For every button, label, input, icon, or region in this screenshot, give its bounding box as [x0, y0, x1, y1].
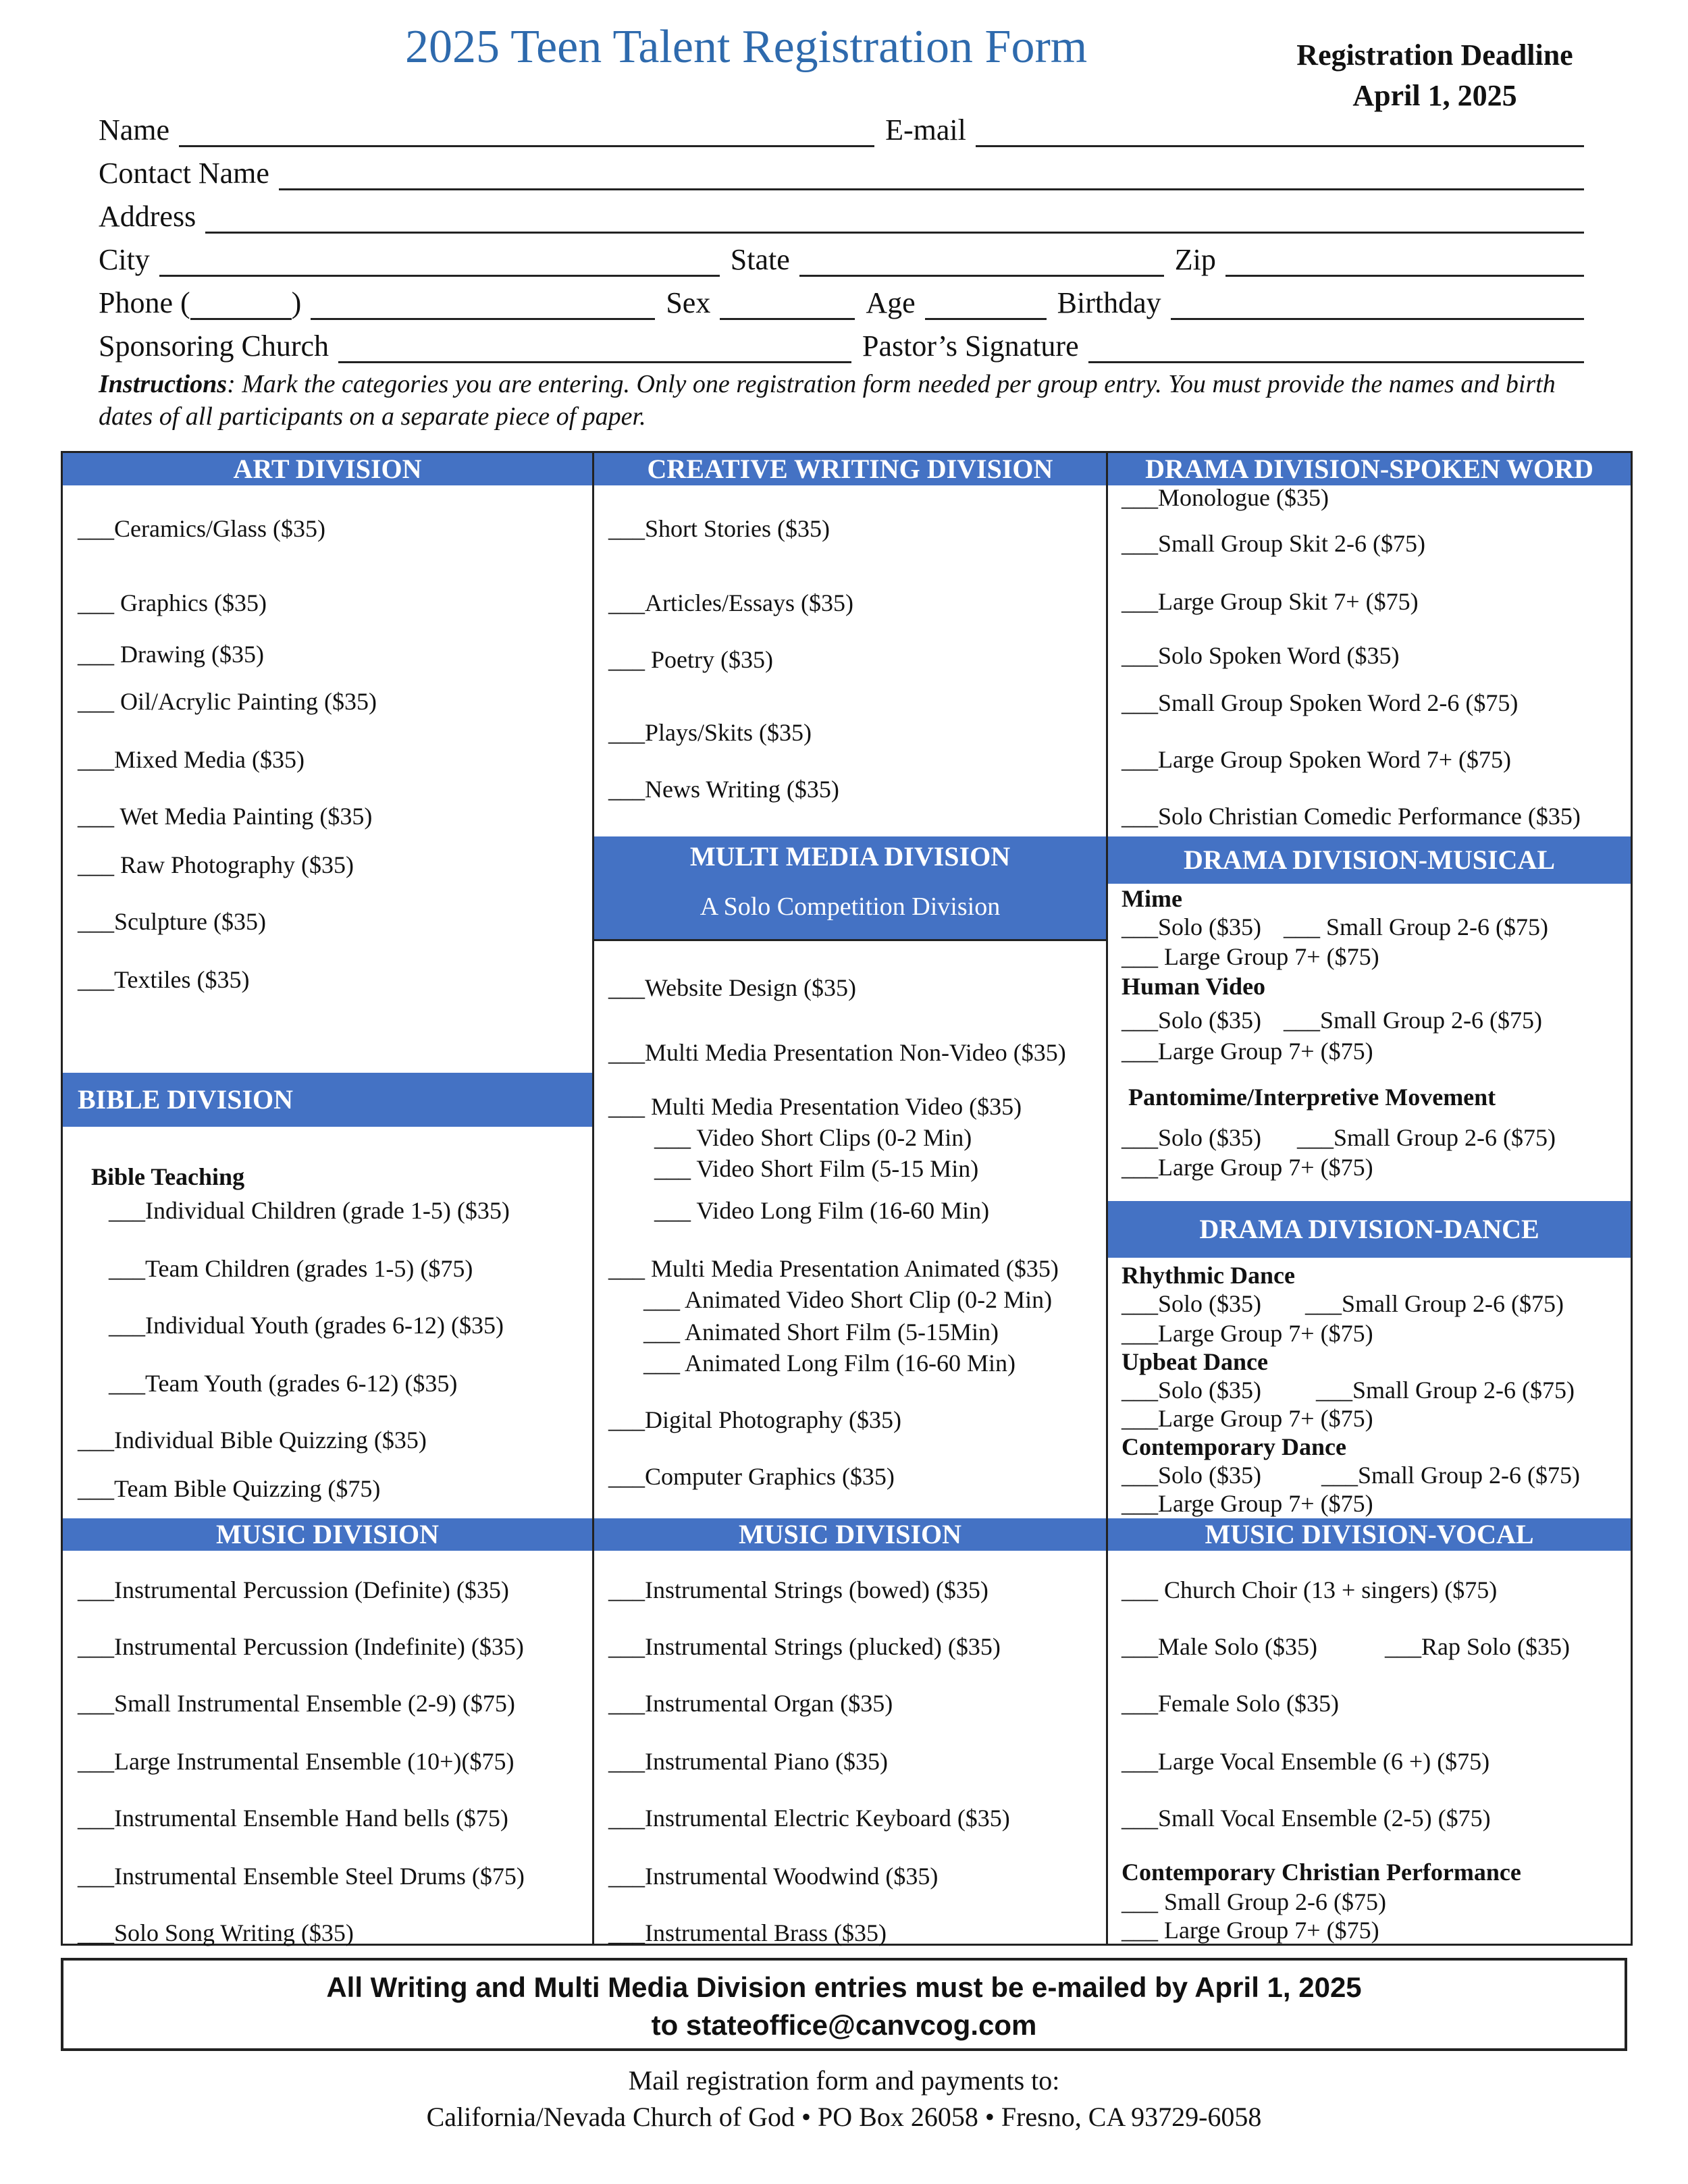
address-label: Address — [99, 200, 196, 233]
name-label: Name — [99, 113, 170, 147]
music-item[interactable]: ___Instrumental Ensemble Hand bells ($75) — [78, 1805, 508, 1832]
pantomime-solo[interactable]: ___Solo ($35) — [1122, 1124, 1261, 1151]
upbeat-large-group[interactable]: ___Large Group 7+ ($75) — [1122, 1405, 1373, 1432]
rhythmic-solo[interactable]: ___Solo ($35) — [1122, 1290, 1261, 1317]
multimedia-item[interactable]: ___Website Design ($35) — [608, 974, 857, 1001]
age-label: Age — [866, 286, 916, 319]
art-item[interactable]: ___Textiles ($35) — [78, 966, 250, 993]
city-field[interactable] — [159, 245, 720, 277]
multimedia-division-header — [594, 836, 1106, 939]
church-field[interactable] — [338, 331, 851, 363]
instructions-text: : Mark the categories you are entering. Only one registration form needed per group entry. You must provide the names and birth dates of all participants on a separate piece of paper. — [99, 370, 1556, 431]
instructions-label: Instructions — [99, 370, 228, 398]
contemporary-small-group[interactable]: ___Small Group 2-6 ($75) — [1321, 1462, 1580, 1489]
human-video-large-group[interactable]: ___Large Group 7+ ($75) — [1122, 1038, 1373, 1065]
rhythmic-dance-heading: Rhythmic Dance — [1122, 1262, 1295, 1289]
contemporary-dance-heading: Contemporary Dance — [1122, 1433, 1346, 1460]
music-item[interactable]: ___Large Instrumental Ensemble (10+)($75) — [78, 1748, 515, 1775]
address-row — [99, 193, 1584, 234]
rap-solo[interactable]: ___Rap Solo ($35) — [1385, 1633, 1570, 1660]
bible-item[interactable]: ___Individual Youth (grades 6-12) ($35) — [109, 1312, 504, 1339]
birthday-label: Birthday — [1057, 286, 1161, 319]
art-item[interactable]: ___ Drawing ($35) — [78, 641, 264, 668]
female-solo[interactable]: ___Female Solo ($35) — [1122, 1690, 1339, 1717]
zip-label: Zip — [1174, 243, 1216, 276]
music-item[interactable]: ___Instrumental Percussion (Indefinite) ($35) — [78, 1633, 524, 1660]
art-division-header: ART DIVISION — [63, 453, 592, 485]
drama-musical-header: DRAMA DIVISION-MUSICAL — [1108, 836, 1631, 884]
city-row — [99, 236, 1584, 277]
mime-large-group[interactable]: ___ Large Group 7+ ($75) — [1122, 943, 1379, 970]
drama-spoken-item[interactable]: ___Monologue ($35) — [1122, 484, 1329, 511]
ccp-small-group[interactable]: ___ Small Group 2-6 ($75) — [1122, 1888, 1386, 1915]
art-item[interactable]: ___Ceramics/Glass ($35) — [78, 515, 325, 542]
multimedia-title: MULTI MEDIA DIVISION — [689, 841, 1011, 872]
contact-row — [99, 150, 1584, 190]
instructions — [99, 368, 1598, 433]
multimedia-subitem[interactable]: ___ Animated Video Short Clip (0-2 Min) — [643, 1286, 1053, 1313]
art-item[interactable]: ___Mixed Media ($35) — [78, 746, 305, 773]
drama-spoken-item[interactable]: ___Large Group Skit 7+ ($75) — [1122, 588, 1419, 615]
deadline-date: April 1, 2025 — [1352, 79, 1517, 112]
music-item[interactable]: ___Instrumental Strings (plucked) ($35) — [608, 1633, 1001, 1660]
pastor-label: Pastor’s Signature — [862, 329, 1079, 363]
division-grid — [61, 451, 1633, 1946]
city-label: City — [99, 243, 150, 276]
address-field[interactable] — [205, 202, 1584, 234]
writing-item[interactable]: ___Plays/Skits ($35) — [608, 719, 812, 746]
phone-label: Phone ( — [99, 286, 190, 319]
music-item[interactable]: ___Instrumental Woodwind ($35) — [608, 1863, 939, 1890]
email-field[interactable] — [976, 115, 1584, 147]
male-solo[interactable]: ___Male Solo ($35) — [1122, 1633, 1317, 1660]
music-item[interactable]: ___Instrumental Piano ($35) — [608, 1748, 888, 1775]
upbeat-dance-heading: Upbeat Dance — [1122, 1348, 1268, 1375]
phone-field[interactable] — [311, 288, 655, 320]
contact-name-field[interactable] — [279, 159, 1584, 190]
multimedia-subitem[interactable]: ___ Animated Short Film (5-15Min) — [643, 1319, 999, 1346]
email-notice — [61, 1958, 1627, 2051]
multimedia-divider — [594, 939, 1106, 941]
music-item[interactable]: ___Instrumental Brass ($35) — [608, 1919, 887, 1946]
multimedia-subitem[interactable]: ___ Animated Long Film (16-60 Min) — [643, 1350, 1016, 1377]
upbeat-small-group[interactable]: ___Small Group 2-6 ($75) — [1316, 1377, 1575, 1404]
name-field[interactable] — [179, 115, 874, 147]
phone-close: ) — [291, 286, 302, 319]
multimedia-subtitle: A Solo Competition Division — [700, 893, 1001, 921]
human-video-small-group[interactable]: ___Small Group 2-6 ($75) — [1284, 1007, 1542, 1034]
mail-line-2: California/Nevada Church of God • PO Box 26058 • Fresno, CA 93729-6058 — [426, 2102, 1262, 2132]
birthday-field[interactable] — [1171, 288, 1584, 320]
notice-line-2: to stateoffice@canvcog.com — [651, 2009, 1037, 2041]
music-division-header: MUSIC DIVISION — [594, 1518, 1106, 1551]
drama-spoken-item[interactable]: ___Small Group Skit 2-6 ($75) — [1122, 530, 1425, 557]
pantomime-small-group[interactable]: ___Small Group 2-6 ($75) — [1297, 1124, 1556, 1151]
music-item[interactable]: ___Instrumental Percussion (Definite) ($35) — [78, 1576, 509, 1603]
contact-name-label: Contact Name — [99, 157, 269, 190]
church-choir[interactable]: ___ Church Choir (13 + singers) ($75) — [1122, 1576, 1498, 1603]
writing-item[interactable]: ___ Poetry ($35) — [608, 646, 773, 673]
state-field[interactable] — [799, 245, 1164, 277]
art-item[interactable]: ___ Raw Photography ($35) — [78, 851, 354, 878]
multimedia-subitem[interactable]: ___ Video Long Film (16-60 Min) — [654, 1197, 990, 1224]
multimedia-item[interactable]: ___Digital Photography ($35) — [608, 1406, 901, 1433]
bible-item[interactable]: ___Team Bible Quizzing ($75) — [78, 1475, 381, 1502]
church-label: Sponsoring Church — [99, 329, 329, 363]
music-vocal-header: MUSIC DIVISION-VOCAL — [1108, 1518, 1631, 1551]
notice-line-1: All Writing and Multi Media Division entries must be e-mailed by April 1, 2025 — [326, 1971, 1362, 2003]
mime-heading: Mime — [1122, 885, 1182, 912]
multimedia-item[interactable]: ___Multi Media Presentation Non-Video ($35) — [608, 1039, 1066, 1066]
mailing-info — [0, 2062, 1688, 2135]
drama-spoken-item[interactable]: ___Small Group Spoken Word 2-6 ($75) — [1122, 689, 1519, 716]
drama-spoken-item[interactable]: ___Large Group Spoken Word 7+ ($75) — [1122, 746, 1511, 773]
music-item[interactable]: ___Instrumental Electric Keyboard ($35) — [608, 1805, 1010, 1832]
art-item[interactable]: ___ Oil/Acrylic Painting ($35) — [78, 688, 377, 715]
contemporary-large-group[interactable]: ___Large Group 7+ ($75) — [1122, 1490, 1373, 1517]
drama-spoken-item[interactable]: ___Solo Christian Comedic Performance ($35) — [1122, 803, 1581, 830]
art-item[interactable]: ___Sculpture ($35) — [78, 908, 266, 935]
music-item[interactable]: ___Instrumental Organ ($35) — [608, 1690, 893, 1717]
writing-item[interactable]: ___Short Stories ($35) — [608, 515, 830, 542]
phone-row — [99, 279, 1584, 320]
large-vocal-ensemble[interactable]: ___Large Vocal Ensemble (6 +) ($75) — [1122, 1748, 1490, 1775]
bible-item[interactable]: ___Individual Bible Quizzing ($35) — [78, 1427, 427, 1454]
mime-small-group[interactable]: ___ Small Group 2-6 ($75) — [1284, 913, 1548, 940]
bible-item[interactable]: ___Team Children (grades 1-5) ($75) — [109, 1255, 473, 1282]
drama-spoken-item[interactable]: ___Solo Spoken Word ($35) — [1122, 642, 1400, 669]
pantomime-heading: Pantomime/Interpretive Movement — [1128, 1084, 1496, 1111]
small-vocal-ensemble[interactable]: ___Small Vocal Ensemble (2-5) ($75) — [1122, 1805, 1491, 1832]
state-label: State — [730, 243, 790, 276]
form-title: 2025 Teen Talent Registration Form — [405, 21, 1088, 73]
music-item[interactable]: ___Instrumental Strings (bowed) ($35) — [608, 1576, 988, 1603]
ccp-heading: Contemporary Christian Performance — [1122, 1859, 1521, 1886]
bible-division-header: BIBLE DIVISION — [63, 1073, 592, 1127]
art-item[interactable]: ___ Graphics ($35) — [78, 589, 267, 616]
bible-teaching-heading: Bible Teaching — [91, 1163, 245, 1190]
multimedia-item[interactable]: ___ Multi Media Presentation Animated ($35) — [608, 1255, 1059, 1282]
writing-item[interactable]: ___Articles/Essays ($35) — [608, 589, 853, 616]
art-item[interactable]: ___ Wet Media Painting ($35) — [78, 803, 373, 830]
sex-field[interactable] — [720, 288, 855, 320]
rhythmic-small-group[interactable]: ___Small Group 2-6 ($75) — [1305, 1290, 1564, 1317]
multimedia-subitem[interactable]: ___ Video Short Film (5-15 Min) — [654, 1155, 979, 1182]
bible-item[interactable]: ___Individual Children (grade 1-5) ($35) — [109, 1197, 510, 1224]
drama-spoken-header: DRAMA DIVISION-SPOKEN WORD — [1108, 453, 1631, 485]
human-video-heading: Human Video — [1122, 973, 1266, 1000]
pastor-signature-field[interactable] — [1088, 331, 1584, 363]
deadline-label: Registration Deadline — [1296, 38, 1573, 72]
ccp-large-group[interactable]: ___ Large Group 7+ ($75) — [1122, 1917, 1379, 1944]
writing-division-header: CREATIVE WRITING DIVISION — [594, 453, 1106, 485]
multimedia-subitem[interactable]: ___ Video Short Clips (0-2 Min) — [654, 1124, 972, 1151]
multimedia-item[interactable]: ___Computer Graphics ($35) — [608, 1463, 895, 1490]
music-item[interactable]: ___Solo Song Writing ($35) — [78, 1919, 354, 1946]
column-divider — [592, 453, 594, 1944]
human-video-solo[interactable]: ___Solo ($35) — [1122, 1007, 1261, 1034]
column-divider — [1106, 453, 1108, 1944]
bible-item[interactable]: ___Team Youth (grades 6-12) ($35) — [109, 1370, 458, 1397]
contemporary-solo[interactable]: ___Solo ($35) — [1122, 1462, 1261, 1489]
multimedia-item[interactable]: ___ Multi Media Presentation Video ($35) — [608, 1093, 1022, 1120]
music-item[interactable]: ___Instrumental Ensemble Steel Drums ($75) — [78, 1863, 525, 1890]
age-field[interactable] — [925, 288, 1047, 320]
upbeat-solo[interactable]: ___Solo ($35) — [1122, 1377, 1261, 1404]
zip-field[interactable] — [1225, 245, 1584, 277]
rhythmic-large-group[interactable]: ___Large Group 7+ ($75) — [1122, 1320, 1373, 1347]
email-label: E-mail — [885, 113, 966, 147]
music-division-header: MUSIC DIVISION — [63, 1518, 592, 1551]
music-item[interactable]: ___Small Instrumental Ensemble (2-9) ($75) — [78, 1690, 515, 1717]
area-code-field[interactable] — [190, 288, 292, 320]
mail-line-1: Mail registration form and payments to: — [628, 2065, 1060, 2096]
church-row — [99, 323, 1584, 363]
pantomime-large-group[interactable]: ___Large Group 7+ ($75) — [1122, 1154, 1373, 1181]
writing-item[interactable]: ___News Writing ($35) — [608, 776, 839, 803]
mime-solo[interactable]: ___Solo ($35) — [1122, 913, 1261, 940]
name-email-row — [99, 107, 1584, 147]
drama-dance-header: DRAMA DIVISION-DANCE — [1108, 1201, 1631, 1258]
sex-label: Sex — [666, 286, 711, 319]
registration-deadline — [1283, 35, 1587, 116]
